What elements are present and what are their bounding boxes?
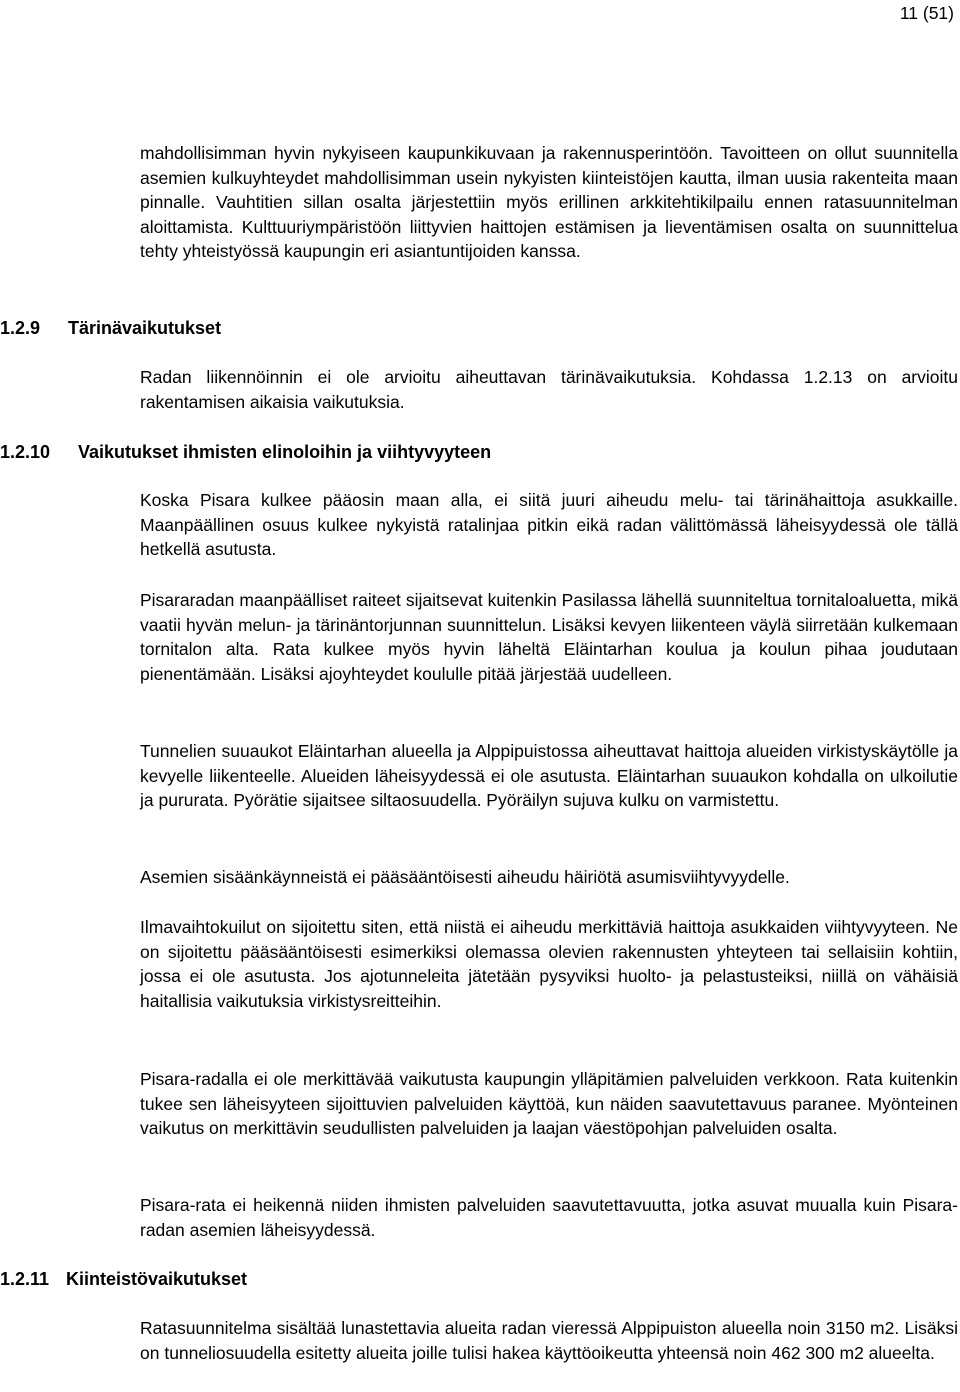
paragraph: Koska Pisara kulkee pääosin maan alla, ei siitä juuri aiheudu melu- tai tärinähaittoja asukkaille. Maanpäällinen osuus kulkee nykyistä ratalinjaa pitkin eikä radan välittömässä läheisyydessä ole tällä hetkellä asutusta.	[140, 490, 958, 560]
paragraph: Radan liikennöinnin ei ole arvioitu aiheuttavan tärinävaikutuksia. Kohdassa 1.2.13 on arvioitu rakentamisen aikaisia vaikutuksia.	[140, 367, 958, 412]
paragraph: Ratasuunnitelma sisältää lunastettavia alueita radan vieressä Alppipuiston alueella noin 3150 m2. Lisäksi on tunneliosuudella esitetty alueita joille tulisi hakea käyttöoikeutta yhteensä noin 462 300 m2 alueelta.	[140, 1318, 958, 1363]
paragraph: Pisararadan maanpäälliset raiteet sijaitsevat kuitenkin Pasilassa lähellä suunniteltua tornitaloaluetta, mikä vaatii hyvän melun- ja tärinäntorjunnan suunnittelun. Lisäksi kevyen liikenteen väylä siirretään kulkemaan tornitalon alta. Rata kulkee myös hyvin läheltä Eläintarhan koulua ja koulun pihaa joudutaan pienentämään. Lisäksi ajoyhteydet koululle pitää järjestää uudelleen.	[140, 590, 958, 684]
section-number: 1.2.9	[0, 318, 41, 338]
section-number: 1.2.10	[0, 442, 51, 462]
page-number: 11 (51)	[899, 3, 954, 23]
section-heading-1-2-9	[0, 316, 221, 340]
paragraph: Tunnelien suuaukot Eläintarhan alueella ja Alppipuistossa aiheuttavat haittoja alueiden virkistyskäytölle ja kevyelle liikenteelle. Alueiden läheisyydessä ei ole asutusta. Eläintarhan suuaukon kohdalla on ulkoilutie ja pururata. Pyörätie sijaitsee siltaosuudella. Pyöräilyn sujuva kulku on varmistettu.	[140, 741, 958, 811]
section-title: Kiinteistövaikutukset	[66, 1269, 248, 1289]
paragraph: Asemien sisäänkäynneistä ei pääsääntöisesti aiheudu häiriötä asumisviihtyvyydelle.	[140, 867, 790, 887]
section-number: 1.2.11	[0, 1269, 50, 1289]
section-title: Tärinävaikutukset	[68, 318, 222, 338]
section-title: Vaikutukset ihmisten elinoloihin ja viihtyvyyteen	[78, 442, 492, 462]
section-heading-1-2-11	[0, 1267, 247, 1291]
paragraph: Pisara-rata ei heikennä niiden ihmisten palveluiden saavutettavuutta, jotka asuvat muualla kuin Pisara-radan asemien läheisyydessä.	[140, 1195, 958, 1240]
continuation-paragraph: mahdollisimman hyvin nykyiseen kaupunkikuvaan ja rakennusperintöön. Tavoitteen on ollut suunnitella asemien kulkuyhteydet mahdollisimman usein nykyisten kiinteistöjen kautta, ilman uusia rakenteita maan pinnalle. Vauhtitien sillan osalta järjestettiin myös erillinen arkkitehtikilpailu ennen ratasuunnitelman aloittamista. Kulttuuriympäristöön liittyvien haittojen estämisen ja lieventämisen osalta on suunnittelua tehty yhteistyössä kaupungin eri asiantuntijoiden kanssa.	[140, 143, 958, 262]
section-heading-1-2-10	[0, 440, 491, 464]
paragraph: Pisara-radalla ei ole merkittävää vaikutusta kaupungin ylläpitämien palveluiden verkkoon. Rata kuitenkin tukee sen läheisyyteen sijoittuvien palveluiden käyttöä, kun näiden saavutettavuus paranee. Myönteinen vaikutus on merkittävin seudullisten palveluiden ja laajan väestöpohjan palveluiden osalta.	[140, 1069, 958, 1139]
paragraph: Ilmavaihtokuilut on sijoitettu siten, että niistä ei aiheudu merkittäviä haittoja asukkaiden viihtyvyyteen. Ne on sijoitettu pääsääntöisesti esimerkiksi olemassa olevien rakennusten yhteyteen tai sellaisiin kohtiin, jossa ei ole asutusta. Jos ajotunneleita jätetään pysyviksi huolto- ja pelastusteiksi, niillä on vähäisiä haitallisia vaikutuksia virkistysreitteihin.	[140, 917, 958, 1011]
